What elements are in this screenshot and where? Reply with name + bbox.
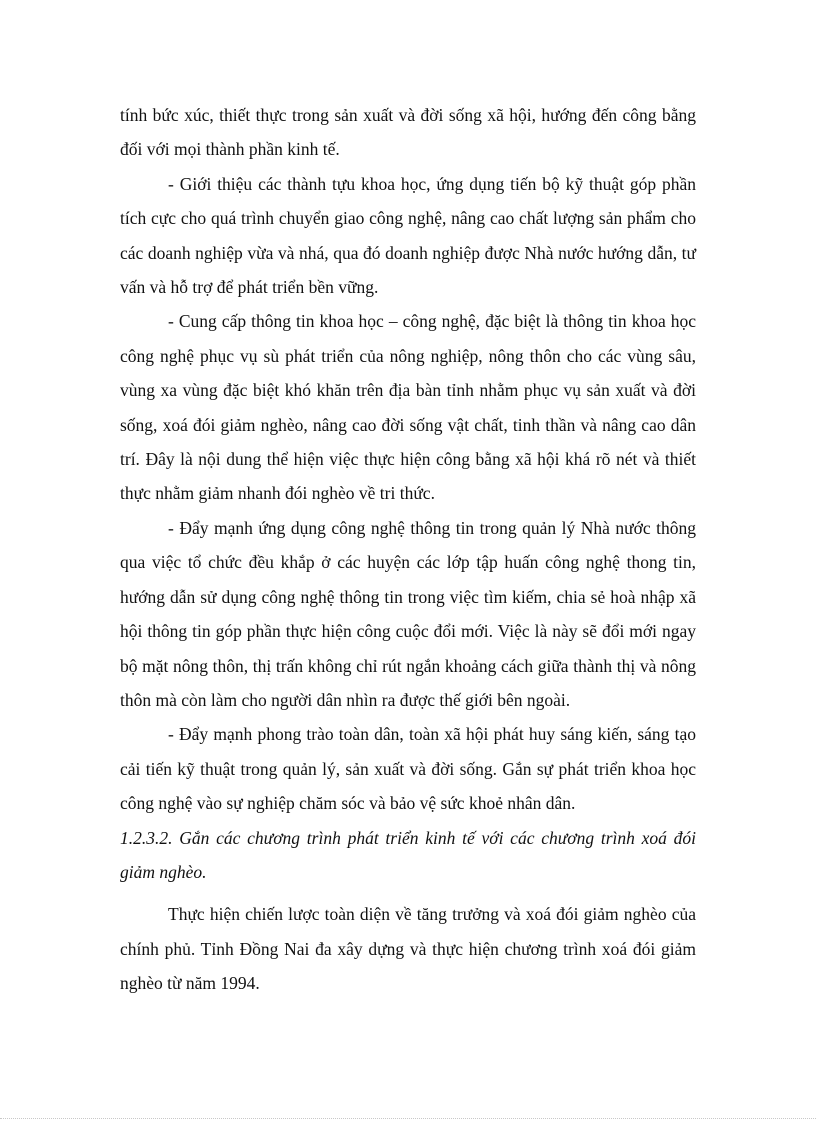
section-heading: 1.2.3.2. Gắn các chương trình phát triển kinh tế với các chương trình xoá đói giảm nghèo. xyxy=(120,827,696,882)
bullet-paragraph-science-information: - Cung cấp thông tin khoa học – công nghệ, đặc biệt là thông tin khoa học công nghệ phục vụ sù phát triển của nông nghiệp, nông thôn cho các vùng sâu, vùng xa vùng đặc biệt khó khăn trên địa bàn tỉnh nhằm phục vụ sản xuất và đời sống, xoá đói giảm nghèo, nâng cao đời sống vật chất, tinh thần và nâng cao dân trí. Đây là nội dung thể hiện việc thực hiện công bằng xã hội khá rõ nét và thiết thực nhằm giảm nhanh đói nghèo về tri thức. xyxy=(120,311,696,504)
bullet-paragraph-information-technology: - Đẩy mạnh ứng dụng công nghệ thông tin trong quản lý Nhà nước thông qua việc tổ chức đều khắp ở các huyện các lớp tập huấn công nghệ thong tin, hướng dẫn sử dụng công nghệ thông tin trong việc tìm kiếm, chia sẻ hoà nhập xã hội thông tin góp phần thực hiện công cuộc đổi mới. Việc là này sẽ đổi mới ngay bộ mặt nông thôn, thị trấn không chỉ rút ngắn khoảng cách giữa thành thị và nông thôn mà còn làm cho người dân nhìn ra được thế giới bên ngoài. xyxy=(120,517,696,710)
document-body xyxy=(120,98,696,1001)
bullet-paragraph-science-achievements: - Giới thiệu các thành tựu khoa học, ứng dụng tiến bộ kỹ thuật góp phần tích cực cho quá trình chuyển giao công nghệ, nâng cao chất lượng sản phẩm cho các doanh nghiệp vừa và nhá, qua đó doanh nghiệp được Nhà nước hướng dẫn, tư vấn và hỗ trợ để phát triển bền vững. xyxy=(120,173,696,298)
paragraph-poverty-strategy: Thực hiện chiến lược toàn diện về tăng trưởng và xoá đói giảm nghèo của chính phủ. Tỉnh Đồng Nai đa xây dựng và thực hiện chương trình xoá đói giảm nghèo từ năm 1994. xyxy=(120,904,696,994)
page-bottom-divider xyxy=(0,1118,816,1119)
bullet-paragraph-innovation-movement: - Đẩy mạnh phong trào toàn dân, toàn xã hội phát huy sáng kiến, sáng tạo cải tiến kỹ thuật trong quản lý, sản xuất và đời sống. Gắn sự phát triển khoa học công nghệ vào sự nghiệp chăm sóc và bảo vệ sức khoẻ nhân dân. xyxy=(120,724,696,814)
paragraph-continuation: tính bức xúc, thiết thực trong sản xuất và đời sống xã hội, hướng đến công bằng đối với mọi thành phần kinh tế. xyxy=(120,105,696,160)
